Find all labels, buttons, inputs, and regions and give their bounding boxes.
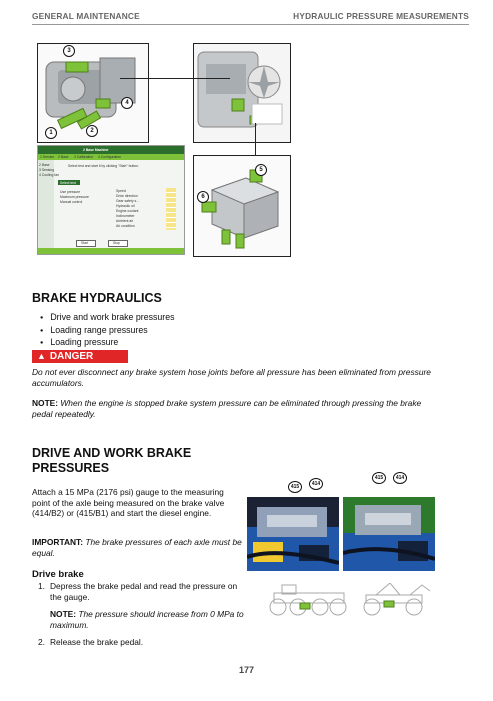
screen-field: Engine coolant	[116, 209, 139, 213]
important-text: The brake pressures of each axle must be equal.	[32, 537, 242, 558]
photo-green-valve	[343, 497, 435, 571]
screen-tab[interactable]: 3 Calibration	[74, 155, 94, 159]
screen-test[interactable]: Maximum pressure	[60, 195, 89, 199]
step-note-text: The pressure should increase from 0 MPa to maximum.	[50, 609, 244, 630]
screen-field: Inclinometer	[116, 214, 135, 218]
screen-test[interactable]: Use pressure	[60, 190, 81, 194]
connector-line	[255, 123, 256, 155]
figure-block-detail	[193, 155, 291, 257]
callout-414: 414	[393, 472, 407, 484]
callout-6: 6	[197, 191, 209, 203]
note-text: When the engine is stopped brake system pressure can be eliminated through pressing the brake pedal repeatedly.	[32, 398, 422, 419]
section-title-brake-hydraulics: BRAKE HYDRAULICS	[32, 291, 162, 305]
screen-tab[interactable]: 4 Configuration	[98, 155, 121, 159]
screen-field: Hydraulic oil	[116, 204, 135, 208]
screen-field: Air condition	[116, 224, 135, 228]
screen-status-bar	[38, 248, 184, 254]
callout-415: 415	[288, 481, 302, 493]
header-rule	[32, 24, 469, 25]
callout-5: 5	[255, 164, 267, 176]
section-title-drive-work-brake	[32, 446, 191, 476]
running-header-left: GENERAL MAINTENANCE	[32, 11, 140, 21]
brake-hydraulics-list	[40, 312, 175, 350]
list-item: ● Drive and work brake pressures	[40, 312, 175, 325]
block-illustration	[194, 156, 290, 256]
step-text: Depress the brake pedal and read the pressure on the gauge.	[50, 581, 238, 602]
start-label: Start	[81, 241, 89, 245]
callout-3: 3	[63, 45, 75, 57]
step-number: 2.	[38, 637, 45, 647]
screen-instruction: Select test and start it by clicking "Start" button.	[68, 164, 140, 168]
danger-text: Do not ever disconnect any brake system hose joints before all pressure has been eliminated from pressure accumulators.	[32, 367, 431, 388]
screen-tab[interactable]: 2 Base	[58, 155, 69, 159]
subsection-title-drive-brake: Drive brake	[32, 569, 84, 580]
forwarder-front-view-drawing	[262, 583, 352, 617]
screen-field: Speed	[116, 189, 126, 193]
callout-4: 4	[121, 97, 133, 109]
photo-front-brake-valve	[247, 497, 339, 571]
title-line: DRIVE AND WORK BRAKE	[32, 446, 192, 460]
screen-test[interactable]: Manual control	[60, 200, 83, 204]
photo-blue-valve	[247, 497, 339, 571]
screen-field: Drive direction	[116, 194, 138, 198]
screen-menu-item[interactable]: 4 Cooling fan	[39, 173, 59, 177]
step-note-label: NOTE:	[50, 609, 77, 619]
screen-menu-item[interactable]: 2 Base	[39, 163, 50, 167]
screen-titlebar	[38, 146, 184, 154]
step-number: 1.	[38, 581, 45, 591]
callout-1: 1	[45, 127, 57, 139]
note-label: NOTE:	[32, 398, 59, 408]
screen-tab[interactable]: 1 Service	[40, 155, 55, 159]
callout-2: 2	[86, 125, 98, 137]
important-label: IMPORTANT:	[32, 537, 84, 547]
screen-field: Gear safety s...	[116, 199, 139, 203]
screen-value-column	[166, 188, 176, 230]
callout-415: 415	[372, 472, 386, 484]
select-test-label: Select test	[60, 181, 76, 185]
machine-illustration	[194, 44, 290, 142]
danger-label: DANGER	[49, 351, 94, 362]
figure-machine-overview	[193, 43, 291, 143]
screen-menu-item[interactable]: 3 Sensing	[39, 168, 55, 172]
photo-rear-brake-valve	[343, 497, 435, 571]
step-text: Release the brake pedal.	[50, 637, 144, 647]
screen-title: 2 Base Machine	[83, 148, 109, 152]
stop-label: Stop	[113, 241, 120, 245]
list-item: ● Loading range pressures	[40, 325, 175, 338]
intro-text: Attach a 15 MPa (2176 psi) gauge to the measuring point of the axle being measured on the brake valve (414/B2) or (415/B1) and start the diesel engine.	[32, 487, 225, 519]
important-paragraph	[32, 537, 244, 558]
warning-triangle-icon: ▲	[37, 351, 46, 361]
list-item: ● Loading pressure	[40, 337, 175, 350]
diagnostics-screen	[37, 145, 185, 255]
forwarder-side-view-drawing	[356, 583, 436, 617]
title-line: PRESSURES	[32, 461, 110, 475]
note-paragraph	[32, 398, 442, 419]
running-header-right: HYDRAULIC PRESSURE MEASUREMENTS	[293, 11, 469, 21]
page-number: 177	[238, 665, 255, 675]
connector-line	[120, 78, 230, 79]
screen-field: Ambient air	[116, 219, 134, 223]
step-note	[50, 609, 244, 630]
danger-badge	[32, 350, 128, 363]
callout-414: 414	[309, 478, 323, 490]
